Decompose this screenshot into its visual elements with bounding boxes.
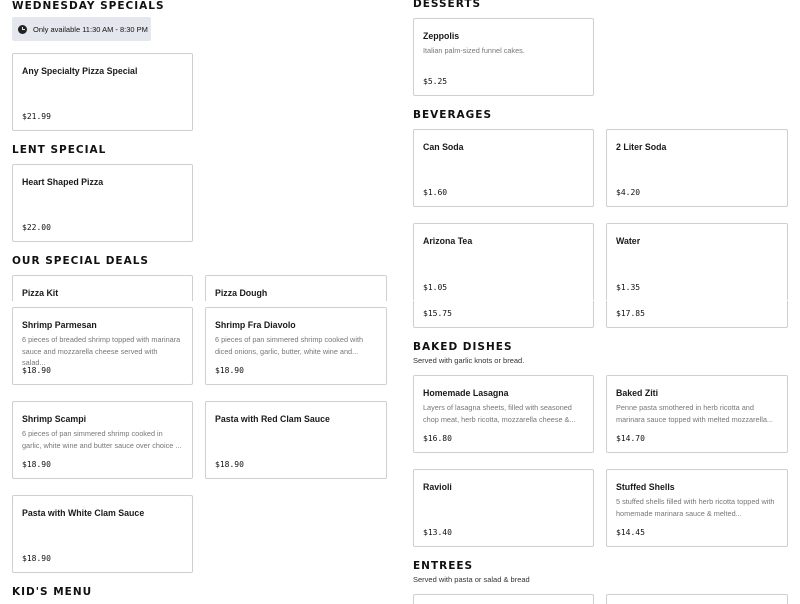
item-name: Water <box>616 236 641 246</box>
menu-item-card[interactable] <box>606 301 788 328</box>
item-price: $21.99 <box>22 112 51 121</box>
item-name: Shrimp Parmesan <box>22 320 97 330</box>
menu-item-card[interactable] <box>413 469 594 547</box>
item-price: $4.20 <box>616 188 641 197</box>
item-description: 6 pieces of pan simmered shrimp cooked in garlic, white wine and butter sauce over choice ... <box>22 429 182 450</box>
item-name: Shrimp Fra Diavolo <box>215 320 296 330</box>
item-description: 6 pieces of pan simmered shrimp cooked with diced onions, garlic, butter, white wine and... <box>215 335 364 356</box>
section-title-beverages: BEVERAGES <box>413 109 493 121</box>
menu-item-card[interactable] <box>606 375 788 453</box>
item-price: $15.75 <box>423 309 452 318</box>
availability-text: Only available 11:30 AM - 8:30 PM <box>33 24 148 34</box>
item-description: 5 stuffed shells filled with herb ricotta topped with homemade marinara sauce & melted... <box>616 497 775 518</box>
item-name: Homemade Lasagna <box>423 388 509 398</box>
item-name: Arizona Tea <box>423 236 473 246</box>
item-name: Can Soda <box>423 142 464 152</box>
item-name: Pasta with White Clam Sauce <box>22 508 145 518</box>
item-description: Penne pasta smothered in herb ricotta and marinara sauce topped with melted mozzarella... <box>616 403 773 424</box>
section-title-entrees: ENTREES <box>413 560 474 572</box>
menu-item-card[interactable] <box>205 307 387 385</box>
item-name: Baked Ziti <box>616 388 659 398</box>
item-name: Pizza Kit <box>22 288 59 298</box>
menu-item-card[interactable] <box>606 594 788 604</box>
item-name: 2 Liter Soda <box>616 142 667 152</box>
menu-item-card[interactable] <box>413 18 594 96</box>
item-name: Zeppolis <box>423 31 460 41</box>
menu-item-card[interactable] <box>606 469 788 547</box>
menu-item-card[interactable] <box>12 401 193 479</box>
item-price: $18.90 <box>22 460 51 469</box>
item-price: $14.45 <box>616 528 645 537</box>
section-title-lent-special: LENT SPECIAL <box>12 144 107 156</box>
section-title-special-deals: OUR SPECIAL DEALS <box>12 255 149 267</box>
menu-item-card[interactable] <box>606 129 788 207</box>
item-price: $13.40 <box>423 528 452 537</box>
menu-item-card[interactable] <box>413 223 594 300</box>
item-description: Layers of lasagna sheets, filled with seasoned chop meat, herb ricotta, mozzarella cheese &... <box>423 403 576 424</box>
menu-item-card[interactable] <box>12 164 193 242</box>
item-name: Pasta with Red Clam Sauce <box>215 414 330 424</box>
menu-item-card[interactable] <box>413 375 594 453</box>
menu-item-card[interactable] <box>413 129 594 207</box>
menu-item-card[interactable] <box>205 275 387 301</box>
menu-item-card[interactable] <box>12 307 193 385</box>
section-title-kids-menu: KID'S MENU <box>12 586 93 598</box>
item-description: Italian palm-sized funnel cakes. <box>423 46 525 55</box>
item-name: Shrimp Scampi <box>22 414 87 424</box>
item-price: $1.05 <box>423 283 448 292</box>
menu-item-card[interactable] <box>413 594 594 604</box>
item-price: $22.00 <box>22 223 51 232</box>
section-title-wednesday-specials: WEDNESDAY SPECIALS <box>12 0 165 12</box>
item-name: Stuffed Shells <box>616 482 675 492</box>
menu-item-card[interactable] <box>12 495 193 573</box>
menu-item-card[interactable] <box>12 275 193 301</box>
menu-item-card[interactable] <box>12 53 193 131</box>
item-price: $18.90 <box>22 554 51 563</box>
item-price: $5.25 <box>423 77 448 86</box>
item-price: $18.90 <box>215 366 244 375</box>
item-name: Pizza Dough <box>215 288 268 298</box>
item-name: Any Specialty Pizza Special <box>22 66 138 76</box>
availability-badge <box>12 17 151 41</box>
item-price: $1.35 <box>616 283 641 292</box>
item-price: $16.80 <box>423 434 452 443</box>
item-name: Heart Shaped Pizza <box>22 177 104 187</box>
menu-item-card[interactable] <box>205 401 387 479</box>
menu-item-card[interactable] <box>606 223 788 300</box>
menu-item-card[interactable] <box>413 301 594 328</box>
section-subtitle: Served with garlic knots or bread. <box>413 356 525 365</box>
item-price: $17.85 <box>616 309 645 318</box>
clock-icon <box>18 25 27 34</box>
item-price: $14.70 <box>616 434 645 443</box>
section-title-baked-dishes: BAKED DISHES <box>413 341 513 353</box>
item-description: 6 pieces of breaded shrimp topped with marinara sauce and mozzarella cheese served with salad... <box>22 335 181 368</box>
item-price: $18.90 <box>22 366 51 375</box>
item-name: Ravioli <box>423 482 452 492</box>
item-price: $18.90 <box>215 460 244 469</box>
section-title-desserts: DESSERTS <box>413 0 482 10</box>
item-price: $1.60 <box>423 188 448 197</box>
section-subtitle: Served with pasta or salad & bread <box>413 575 530 584</box>
